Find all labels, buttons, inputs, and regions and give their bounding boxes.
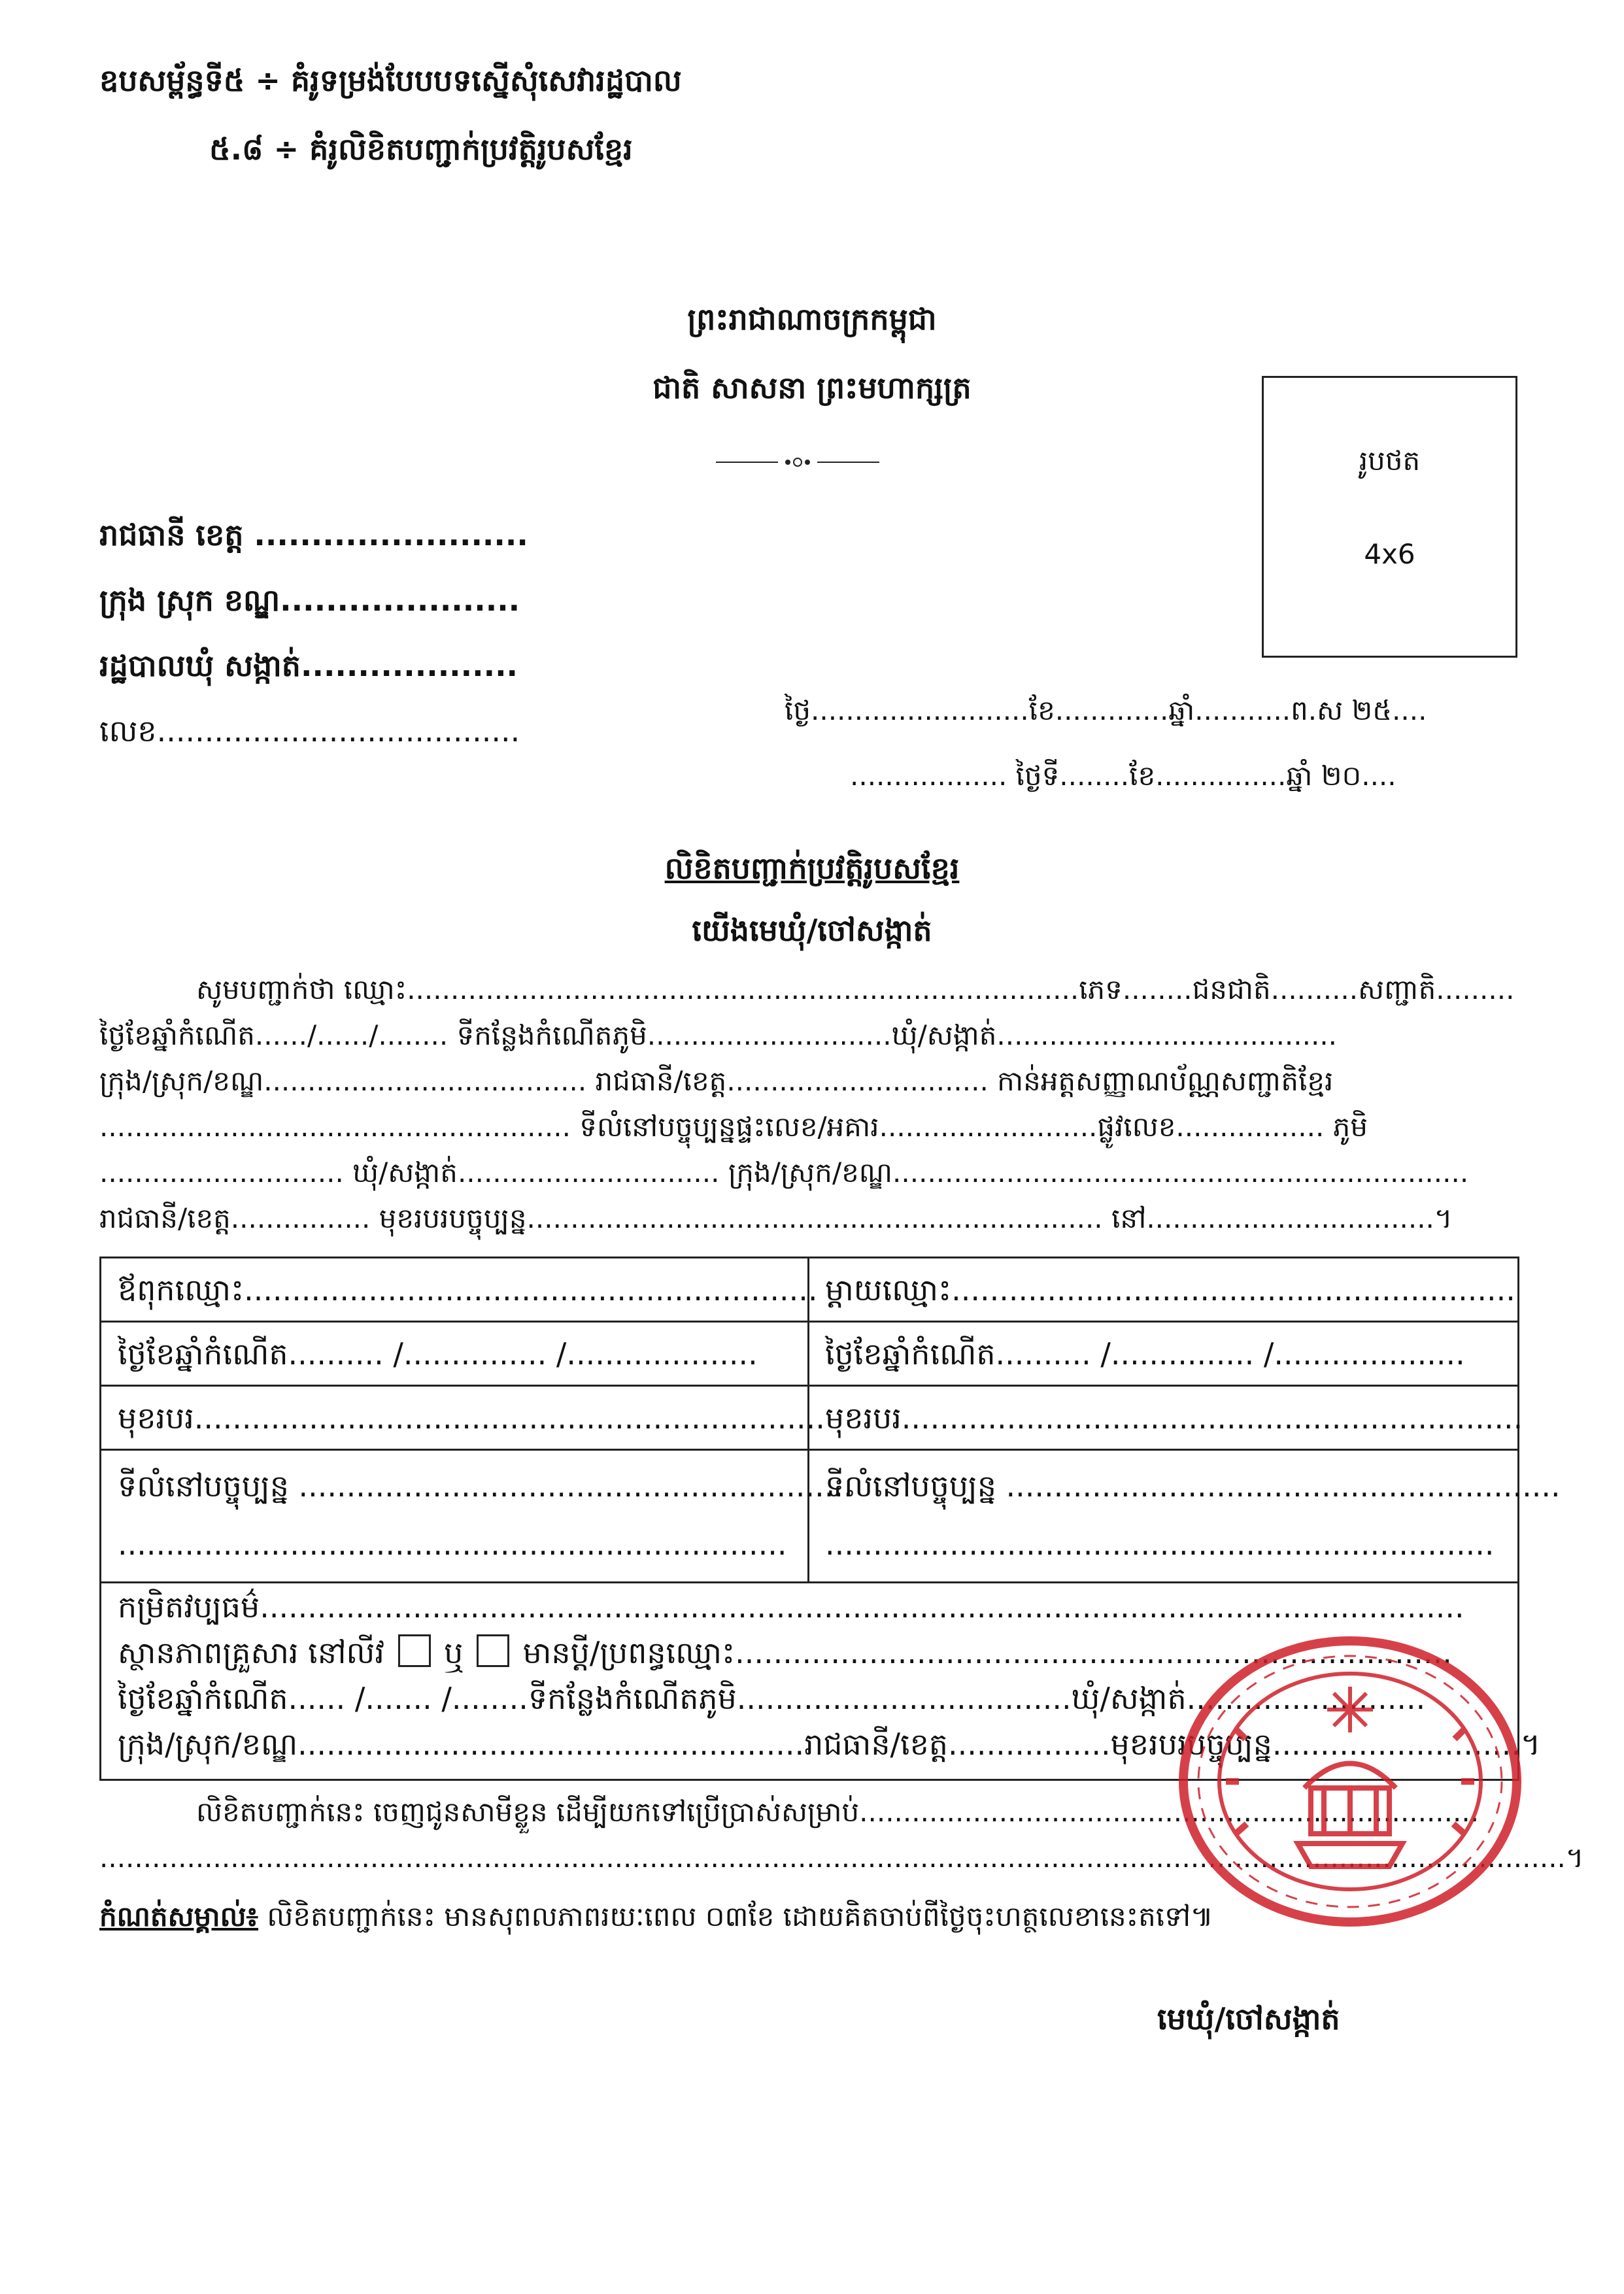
annex-line-2: ៥.៨ ÷ គំរូលិខិតបញ្ជាក់ប្រវត្តិរូបសខ្មែរ: [209, 131, 633, 167]
note-text: លិខិតបញ្ជាក់នេះ មានសុពលភាពរយៈពេល ០៣ខែ ដោយគិតចាប់ពីថ្ងៃចុះហត្ថលេខានេះតទៅ៕: [258, 1900, 1213, 1932]
table-row-separator: [99, 1321, 1519, 1323]
signature-title: មេឃុំ/ចៅសង្កាត់: [1157, 2001, 1340, 2036]
photo-label: រូបថត: [1359, 445, 1421, 477]
photo-placeholder: [1262, 376, 1517, 658]
body-line-3: ក្រុង/ស្រុក/ខណ្ឌ..................................... រាជធានី/ខេត្ត.............................. កាន់អត្តសញ្ញាណប័ណ្ណសញ្ជាតិខ្មែរ: [99, 1065, 1334, 1097]
body-line-4: ...................................................... ទីលំនៅបច្ចុប្បន្នផ្ទះលេខ/អគារ.........................ផ្លូវលេខ................. ភូមិ: [99, 1111, 1368, 1143]
mother-name: ម្ដាយឈ្មោះ...........................................................: [825, 1272, 1515, 1307]
document-subtitle: យើងមេឃុំ/ចៅសង្កាត់: [692, 913, 932, 948]
date-solar: .................. ថ្ងៃទី........ខែ...............ឆ្នាំ ២០....: [850, 760, 1396, 792]
validity-note: [99, 1899, 1213, 1940]
purpose-line-1: លិខិតបញ្ជាក់នេះ ចេញជូនសាមីខ្លួន ដើម្បីយកទៅប្រើប្រាស់សម្រាប់.......................................................................: [196, 1796, 1480, 1828]
mother-address-cont: ......................................................................: [825, 1527, 1495, 1562]
single-checkbox[interactable]: [398, 1634, 431, 1667]
kingdom-title: ព្រះរាជាណាចក្រកម្ពុជា: [687, 301, 937, 337]
mother-occupation: មុខរបរ.................................................................: [825, 1400, 1523, 1436]
note-label: កំណត់សម្គាល់៖: [99, 1900, 259, 1932]
spouse-dob: ថ្ងៃខែឆ្នាំកំណើត...... /....... /........ទីកន្លែងកំណើតភូមិ...................................ឃុំ/សង្កាត់.........................: [118, 1681, 1426, 1716]
or-label: ឬ: [444, 1635, 464, 1670]
mother-address: ទីលំនៅបច្ចុប្បន្ន ..........................................................: [825, 1468, 1561, 1504]
mother-dob: ថ្ងៃខែឆ្នាំកំណើត.......... /............... /....................: [825, 1336, 1465, 1372]
authority-district: ក្រុង ស្រុក ខណ្ឌ.....................: [99, 582, 520, 618]
table-row-separator: [99, 1449, 1519, 1451]
purpose-line-2: ........................................................................................................................................................................។: [99, 1842, 1584, 1874]
authority-number: លេខ......................................: [99, 713, 520, 749]
date-lunar: ថ្ងៃ.........................ខែ.............ឆ្នាំ...........ព.ស ២៥....: [785, 694, 1427, 726]
marital-status-label: ស្ថានភាពគ្រួសារ នៅលីវ: [118, 1635, 384, 1670]
document-title: លិខិតបញ្ជាក់ប្រវត្តិរូបសខ្មែរ: [664, 851, 960, 886]
married-checkbox[interactable]: [477, 1634, 509, 1667]
annex-line-1: ឧបសម្ព័ន្ធទី៥ ÷ គំរូទម្រង់បែបបទស្នើសុំសេវារដ្ឋបាល: [99, 63, 682, 98]
authority-capital: រាជធានី ខេត្ត ........................: [99, 517, 528, 552]
body-line-6: រាជធានី/ខេត្ត................ មុខរបរបច្ចុប្បន្ន.................................................................. នៅ.................................។: [99, 1202, 1453, 1234]
official-seal-icon: [1174, 1625, 1527, 1932]
body-line-2: ថ្ងៃខែឆ្នាំកំណើត....../....../........ ទីកន្លែងកំណើតភូមិ............................ឃុំ/សង្កាត់.......................................: [99, 1019, 1338, 1051]
ornament-divider: [716, 454, 879, 470]
spouse-name: មានប្ដី/ប្រពន្ធឈ្មោះ...........................................................................: [522, 1635, 1452, 1670]
father-name: ឪពុកឈ្មោះ............................................................: [118, 1272, 818, 1307]
education-level: កម្រិតវប្បធម៌..............................................................................................................................: [118, 1589, 1464, 1625]
table-row-separator: [99, 1385, 1519, 1387]
father-address: ទីលំនៅបច្ចុប្បន្ន ..........................................................: [118, 1468, 853, 1504]
nation-motto: ជាតិ សាសនា ព្រះមហាក្សត្រ: [652, 370, 972, 405]
father-occupation: មុខរបរ..................................................................: [118, 1400, 825, 1436]
authority-commune: រដ្ឋបាលឃុំ សង្កាត់...................: [99, 648, 518, 683]
father-dob: ថ្ងៃខែឆ្នាំកំណើត.......... /............... /....................: [118, 1336, 758, 1372]
photo-size: 4x6: [1364, 538, 1415, 570]
body-line-1: សូមបញ្ជាក់ថា ឈ្មោះ.............................................................................ភេទ........ជនជាតិ..........សញ្ជាតិ.........: [196, 973, 1515, 1005]
spouse-place: ក្រុង/ស្រុក/ខណ្ឌ.....................................................រាជធានី/ខេត្ត.................មុខរបរបច្ចុប្បន្ន..........................។: [118, 1727, 1541, 1762]
father-address-cont: ......................................................................: [118, 1527, 787, 1562]
body-line-5: ............................ ឃុំ/សង្កាត់.............................. ក្រុង/ស្រុក/ខណ្ឌ..................................................................: [99, 1156, 1469, 1189]
